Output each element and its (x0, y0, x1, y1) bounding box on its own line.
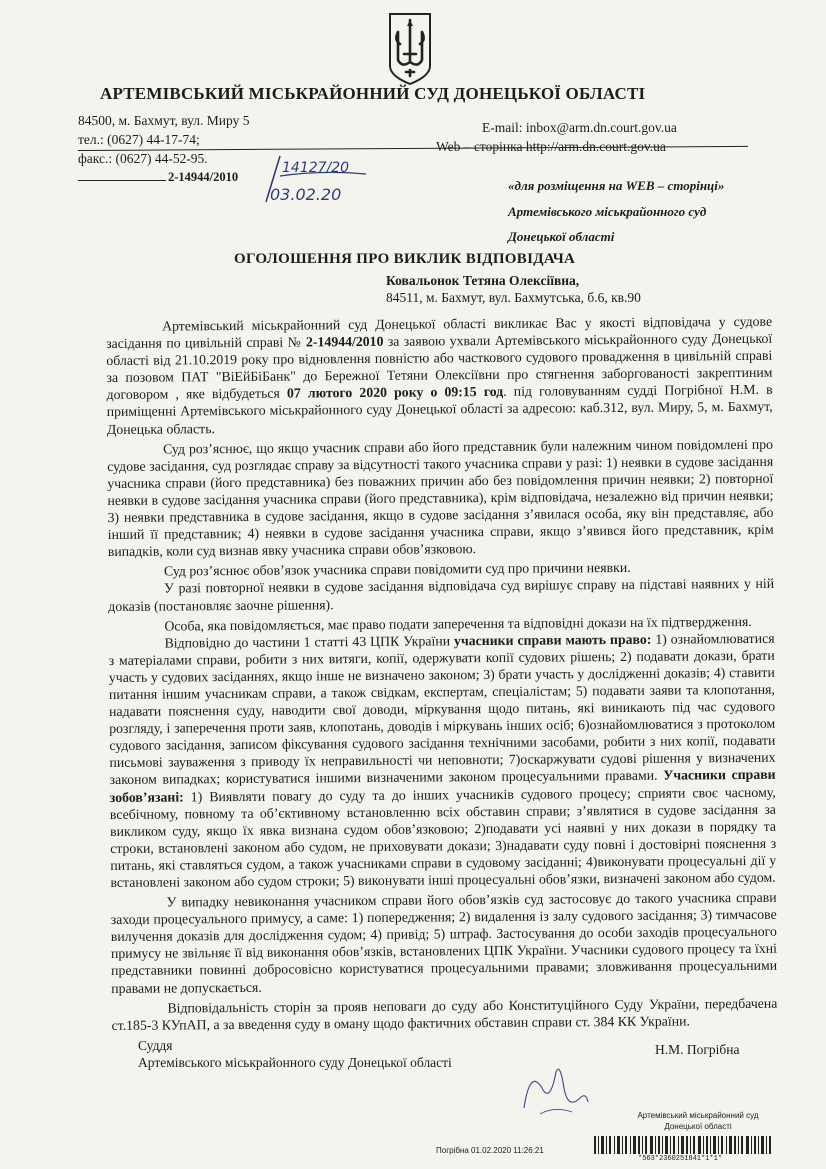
barcode-icon (592, 1136, 772, 1154)
paragraph-notify-duty: Суд роз’яснює обов’язок учасника справи повідомити суд про причини неявки. (163, 560, 631, 579)
electronic-stamp-court: Артемівський міськрайонний суд Донецької області (637, 1111, 759, 1131)
respondent-address: 84511, м. Бахмут, вул. Бахмутська, б.6, кв.90 (386, 290, 641, 305)
signature-court: Артемівського міськрайонного суду Донецької області (138, 1055, 452, 1070)
web-note-line1: «для розміщення на WEB – сторінці» (508, 178, 725, 193)
court-address: 84500, м. Бахмут, вул. Миру 5 (78, 113, 250, 128)
case-number-inline: 2-14944/2010 (305, 333, 384, 350)
registration-date: 03.02.20 (270, 185, 342, 204)
paragraph-summons: Артемівський міськрайонний суд Донецької області викликає Вас у якості відповідача у судове засідання по цивільній справі № 2-14944/2010 за заявою ухвали Артемівського міськрайонного суду Донецької області від 21.10.2019 року про відновлення повністю або часткового судового провадження в цивільній справі за позовом ПАТ "ВіЕйБіБанк" до Бережної Тетяни Олексіївни про стягнення заборгованості закрептиним договором , яке відбудеться 07 лютого 2020 року о 09:15 год. під головуванням судді Погрібної Н.М. в приміщенні Артемівського міськрайонного суду Донецької області за адресою: каб.312, вул. Миру, 5, м. Бахмут, Донецька область. (106, 313, 773, 437)
court-title: АРТЕМІВСЬКИЙ МІСЬКРАЙОННИЙ СУД ДОНЕЦЬКОЇ ОБЛАСТІ (100, 84, 646, 103)
court-fax: факс.: (0627) 44-52-95. (78, 151, 208, 166)
document-heading: ОГОЛОШЕННЯ ПРО ВИКЛИК ВІДПОВІДАЧА (234, 251, 576, 267)
registration-number: 14127/20 (282, 160, 350, 176)
paragraph-absence-rules: Суд роз’яснює, що якщо учасник справи або його представник були належним чином повідомлені про судове засідання, суд розглядає справу за відсутності такого учасника справи у разі: 1) неявки в судове засідання учасника справи (його представника) без поважних причин або без повідомлення причин неявки; 2) повторної неявки в судове засідання учасника справи (його представника), крім відповідача, незалежно від причин неявки; 3) неявки представника в судове засідання, якщо в судове засідання з’явилася особа, яку він представляє, або інший її представник; 4) неявки в судове засідання учасника справи, якщо з’явився його представник, крім випадків, коли суд визнав явку учасника справи обов’язковою. (107, 436, 774, 560)
case-number: 2-14944/2010 (168, 170, 239, 184)
paragraph-liability: Відповідальність сторін за прояв неповаги до суду або Конституційного Суду України, передбачена ст.185-3 КУпАП, а за введення суду в оману щодо фактичних обставин справи ст. 384 КК України. (111, 995, 778, 1033)
paragraph-procedural-coercion: У випадку невиконання учасником справи його обов’язків суд застосовує до такого учасника справи заходи процесуального примусу, а саме: 1) попередження; 2) видалення із залу судового засідання; 3) тимчасове вилучення доказів для дослідження судом; 4) привід; 5) штраф. Застосування до особи заходів процесуального примусу не звільняє її від виконання обов’язків, встановлених ЦПК України. Учасники судового процесу та їхні представники повинні добросовісно користуватися процесуальними правами; зловживання процесуальними правами не допускається. (110, 889, 778, 996)
signature-role: Суддя (138, 1038, 173, 1053)
court-phone: тел.: (0627) 44-17-74; (78, 132, 200, 147)
court-email: E-mail: inbox@arm.dn.court.gov.ua (482, 120, 677, 135)
paragraph-objection-right: Особа, яка повідомляється, має право подати заперечення та відповідні докази на їх підтвердження. (164, 613, 752, 634)
hearing-datetime: 07 лютого 2020 року о 09:15 год (286, 384, 504, 401)
handwritten-signature (520, 1058, 590, 1118)
paragraph-rights-duties: Відповідно до частини 1 статті 43 ЦПК України учасники справи мають право: 1) ознайомлюватися з матеріалами справи, робити з них витяги, копії, одержувати копії судових рішень; 2) подавати докази, брати участь у судових засіданнях, якщо інше не визначено законом; 3) брати участь у дослідженні доказів; 4) ставити питання іншим учасникам справи, а також свідкам, експертам, спеціалістам; 5) подавати заяви та клопотання, надавати пояснення суду, наводити свої доводи, міркування щодо питань, які виникають під час судового розгляду, і заперечення проти заяв, клопотань, доводів і міркувань інших осіб; 6)ознайомлюватися з протоколом судового засідання, записом фіксування судового засідання технічними засобами, робити з них копії, подавати письмові зауваження з приводу їх неправильності чи неповноти; 7)оскаржувати судові рішення у визначених законом випадках; користуватися іншими визначеними законом процесуальними правами. Учасники справи зобов’язані: 1) Виявляти повагу до суду та до інших учасників судового процесу; сприяти своє часному, всебічному, повному та об’єктивному встановленню всіх обставин справи; з’являтися в судове засідання за викликом суду, якщо їх явка визнана судом обов’язковою; 2)подавати усі наявні у них докази в порядку та строки, встановлені законом або судом, не приховувати докази; 3)надавати суду повні і достовірні пояснення з питань, які ставляться судом, а також учасниками справи в судовому засіданні; 4)виконувати процесуальні дії у встановлені законом або судом строки; 5) виконувати інші процесуальні обов’язки, визначені законом або судом. (108, 630, 777, 890)
coat-of-arms-trident-icon (384, 10, 436, 86)
court-website: Web – сторінка http://arm.dn.court.gov.ua (436, 139, 666, 154)
web-note-line2: Артемівського міськрайонного суд (508, 204, 707, 219)
electronic-signature-date: Погрібна 01.02.2020 11:26:21 (436, 1146, 544, 1155)
case-number-blank (78, 180, 166, 181)
notice-body (106, 313, 778, 1034)
paragraph-default-judgment: У разі повторної неявки в судове засідання відповідача суд вирішує справу на підставі наявних у ній доказів (постановляє заочне рішення). (108, 576, 775, 614)
barcode-number: *563*2360251841*1*1* (638, 1155, 723, 1163)
case-number-line (78, 170, 238, 185)
judge-name: Н.М. Погрібна (655, 1042, 740, 1057)
signature-block (138, 1037, 452, 1071)
web-note-line3: Донецької області (508, 229, 615, 244)
handwritten-registration-mark (262, 150, 372, 210)
respondent-name: Ковальонок Тетяна Олексіївна, (386, 273, 580, 288)
